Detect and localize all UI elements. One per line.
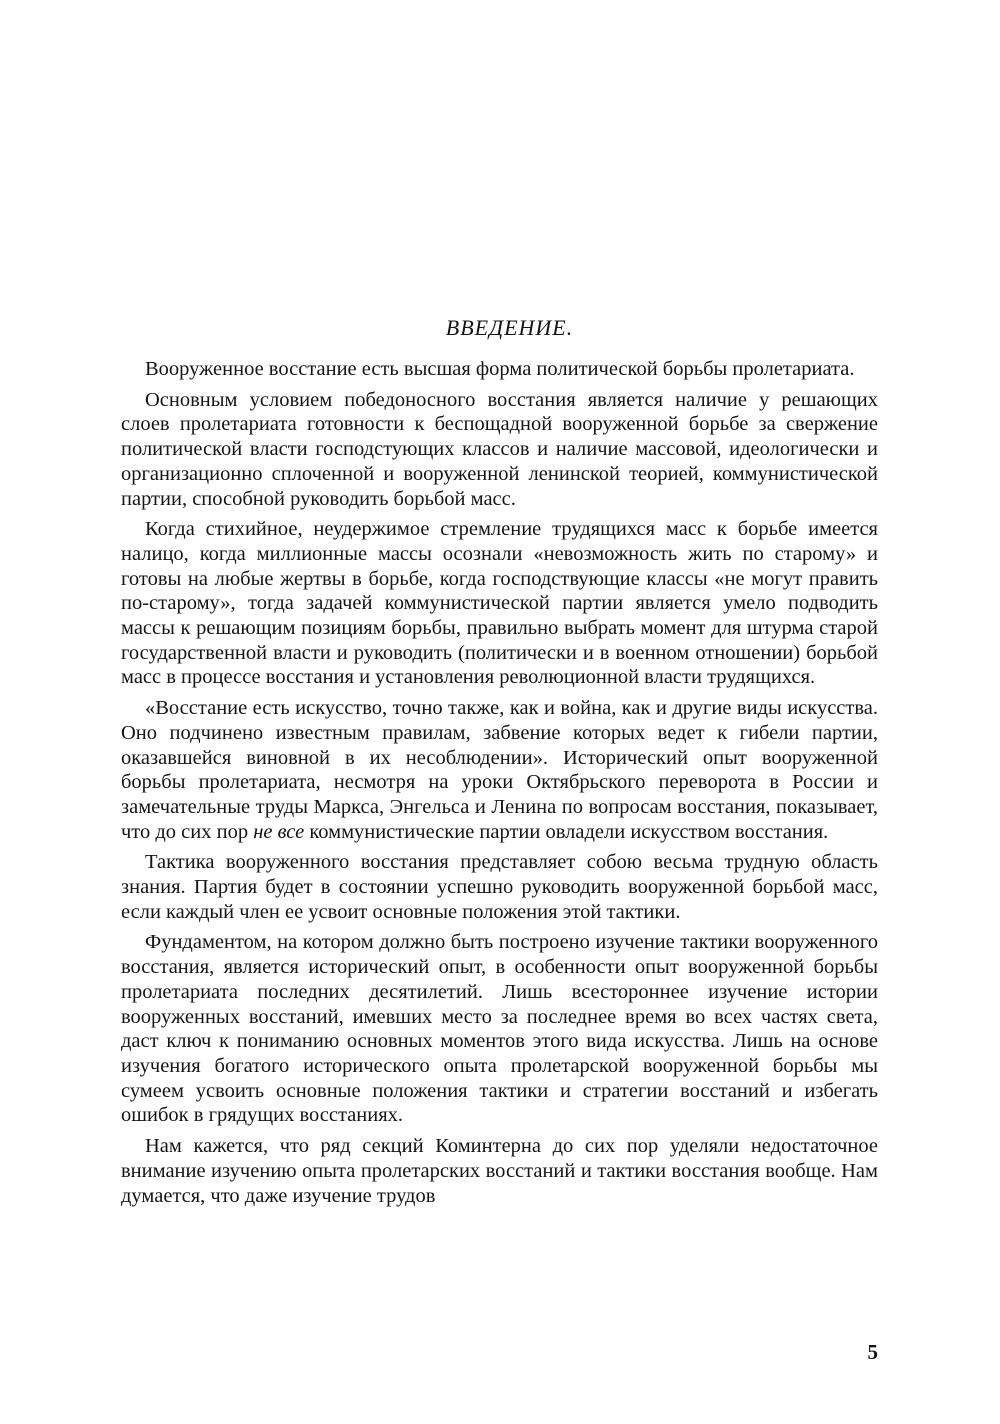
book-page: [121, 0, 878, 1424]
chapter-title: ВВЕДЕНИЕ.: [445, 315, 574, 340]
paragraph-4-text-after: коммунистические партии овладели искусством восстания.: [304, 820, 829, 843]
paragraph-4: [121, 696, 878, 844]
paragraph-4-text-before: «Восстание есть искусство, точно также, как и война, как и другие виды искусства. Оно подчинено известным правилам, забвение которых ведет к гибели партии, оказавшейся виновной в их несоблюдении». Исторический опыт вооруженной борьбы пролетариата, несмотря на уроки Октябрьского переворота в России и замечательные труды Маркса, Энгельса и Ленина по вопросам восстания, показывает, что до сих пор: [121, 697, 878, 843]
paragraph-5: Тактика вооруженного восстания представляет собою весьма трудную область знания. Партия будет в состоянии успешно руководить вооруженной борьбой масс, если каждый член ее усвоит основные положения этой тактики.: [121, 851, 878, 923]
paragraph-6: Фундаментом, на котором должно быть построено изучение тактики вооруженного восстания, является исторический опыт, в особенности опыт вооруженной борьбы пролетариата последних десятилетий. Лишь всестороннее изучение истории вооруженных восстаний, имевших место за последнее время во всех частях света, даст ключ к пониманию основных моментов этого вида искусства. Лишь на основе изучения богатого исторического опыта пролетарской вооруженной борьбы мы сумеем усвоить основные положения тактики и стратегии восстаний и избегать ошибок в грядущих восстаниях.: [121, 931, 878, 1127]
paragraph-2: Основным условием победоносного восстания является наличие у решающих слоев пролетариата готовности к беспощадной вооруженной борьбе за свержение политической власти господстующих классов и наличие массовой, идеологически и организационно сплоченной и вооруженной ленинской теорией, коммунистической партии, способной руководить борьбой масс.: [121, 388, 878, 510]
body-text: [121, 357, 878, 1208]
paragraph-1: Вооруженное восстание есть высшая форма политической борьбы пролетариата.: [145, 358, 855, 380]
paragraph-3: Когда стихийное, неудержимое стремление трудящихся масс к борьбе имеется налицо, когда миллионные массы осознали «невозможность жить по старому» и готовы на любые жертвы в борьбе, когда господствующие классы «не могут править по-старому», тогда задачей коммунистической партии является умело подводить массы к решающим позициям борьбы, правильно выбрать момент для штурма старой государственной власти и руководить (политически и в военном отношении) борьбой масс в процессе восстания и установления революционной власти трудящихся.: [121, 518, 878, 689]
page-number: 5: [867, 1340, 878, 1364]
paragraph-4-emphasis: не все: [253, 820, 305, 843]
paragraph-7: Нам кажется, что ряд секций Коминтерна до сих пор уделяли недостаточное внимание изучению опыта пролетарских восстаний и тактики восстания вообще. Нам думается, что даже изучение трудов: [121, 1135, 878, 1207]
